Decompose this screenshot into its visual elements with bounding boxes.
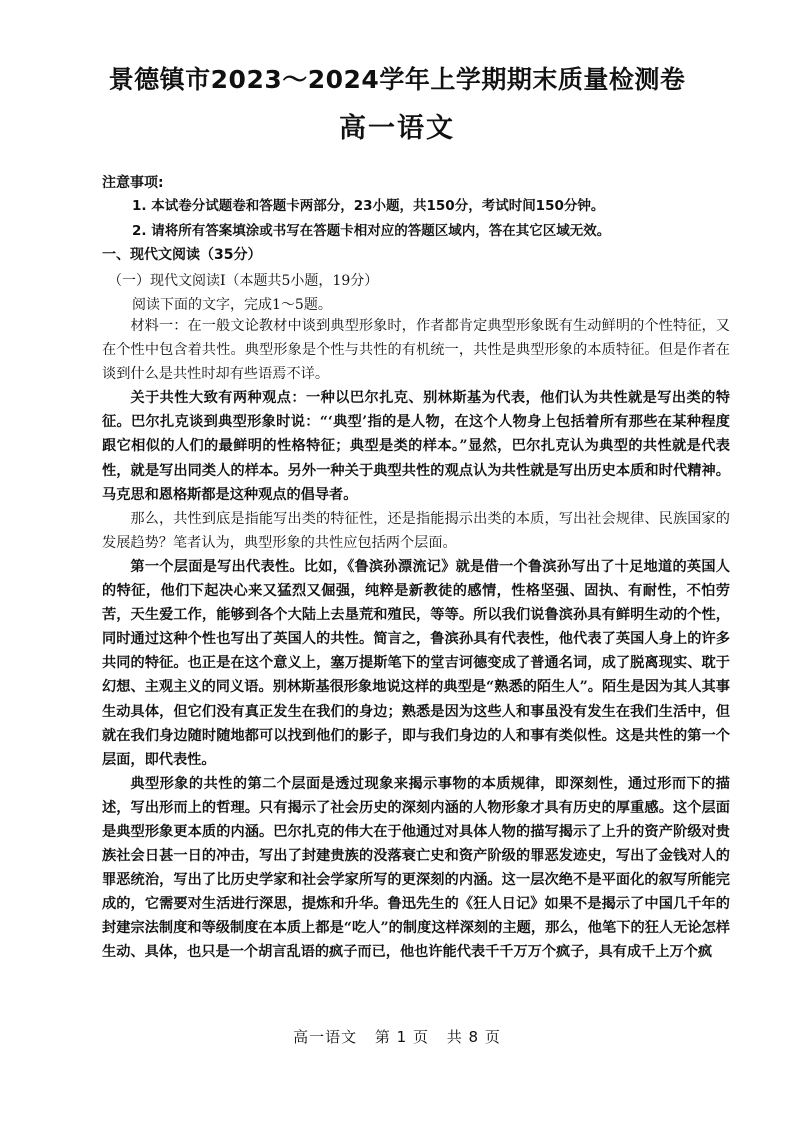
section-heading: 一、现代文阅读（35分） xyxy=(102,247,262,263)
passage-paragraph: 典型形象的共性的第二个层面是透过现象来揭示事物的本质规律，即深刻性，通过形而下的描述，写出形而上的哲理。只有揭示了社会历史的深刻内涵的人物形象才具有历史的厚重感。这个层面是典型形象更本质的内涵。巴尔扎克的伟大在于他通过对具体人物的描写揭示了上升的资产阶级对贵族社会日甚一日的冲击，写出了封建贵族的没落衰亡史和资产阶级的罪恶发迹史，写出了金钱对人的罪恶统治，写出了比历史学家和社会学家所写的更深刻的内涵。这一层次绝不是平面化的叙写所能完成的，它需要对生活进行深思，提炼和升华。鲁迅先生的《狂人日记》如果不是揭示了中国几千年的封建宗法制度和等级制度在本质上都是“吃人”的制度这样深刻的主题，那么，他笔下的狂人无论怎样生动、具体，也只是一个胡言乱语的疯子而已，他也许能代表千千万万个疯子，具有成千上万个疯 xyxy=(102,775,730,961)
exam-subject: 高一语文 xyxy=(339,113,455,144)
note-item-1: 1. 本试卷分试题卷和答题卡两部分，23小题，共150分，考试时间150分钟。 xyxy=(132,198,605,214)
reading-passage xyxy=(102,314,730,965)
footer-total-pages: 共 8 页 xyxy=(446,1028,501,1046)
footer-subject: 高一语文 xyxy=(293,1028,358,1046)
passage-paragraph: 那么，共性到底是指能写出类的特征性，还是指能揭示出类的本质，写出社会规律、民族国家的发展趋势？笔者认为，典型形象的共性应包括两个层面。 xyxy=(102,510,730,551)
passage-paragraph: 材料一：在一般文论教材中谈到典型形象时，作者都肯定典型形象既有生动鲜明的个性特征，又在个性中包含着共性。典型形象是个性与共性的有机统一，共性是典型形象的本质特征。但是作者在谈到什么是共性时却有些语焉不详。 xyxy=(102,318,730,383)
exam-title: 景德镇市2023～2024学年上学期期末质量检测卷 xyxy=(108,65,686,94)
passage-paragraph: 第一个层面是写出代表性。比如，《鲁滨孙漂流记》就是借一个鲁滨孙写出了十足地道的英国人的特征，他们下起决心来又猛烈又倔强，纯粹是新教徒的感情，性格坚强、固执、有耐性，不怕劳苦，天生爱工作，能够到各个大陆上去垦荒和殖民，等等。所以我们说鲁滨孙具有鲜明生动的个性，同时通过这种个性也写出了英国人的共性。简言之，鲁滨孙具有代表性，他代表了英国人身上的许多共同的特征。也正是在这个意义上，塞万提斯笔下的堂吉诃德变成了普通名词，成了脱离现实、耽于幻想、主观主义的同义语。别林斯基很形象地说这样的典型是“熟悉的陌生人”。陌生是因为其人其事生动具体，但它们没有真正发生在我们的身边；熟悉是因为这些人和事虽没有发生在我们生活中，但就在我们身边随时随地都可以找到他们的影子，即与我们身边的人和事有类似性。这是共性的第一个层面，即代表性。 xyxy=(102,558,730,768)
section-subheading: （一）现代文阅读Ⅰ（本题共5小题，19分） xyxy=(108,273,379,289)
notes-heading: 注意事项: xyxy=(102,175,164,191)
note-item-2: 2. 请将所有答案填涂或书写在答题卡相对应的答题区域内，答在其它区域无效。 xyxy=(132,223,611,239)
footer-page-number: 第 1 页 xyxy=(374,1028,429,1046)
page-footer xyxy=(0,1026,794,1047)
reading-instruction: 阅读下面的文字，完成1～5题。 xyxy=(132,297,332,313)
passage-paragraph: 关于共性大致有两种观点：一种以巴尔扎克、别林斯基为代表，他们认为共性就是写出类的特征。巴尔扎克谈到典型形象时说：“‘典型’指的是人物，在这个人物身上包括着所有那些在某种程度跟它相似的人们的最鲜明的性格特征；典型是类的样本。”显然，巴尔扎克认为典型的共性就是代表性，就是写出同类人的样本。另外一种关于典型共性的观点认为共性就是写出历史本质和时代精神。马克思和恩格斯都是这种观点的倡导者。 xyxy=(102,390,730,503)
